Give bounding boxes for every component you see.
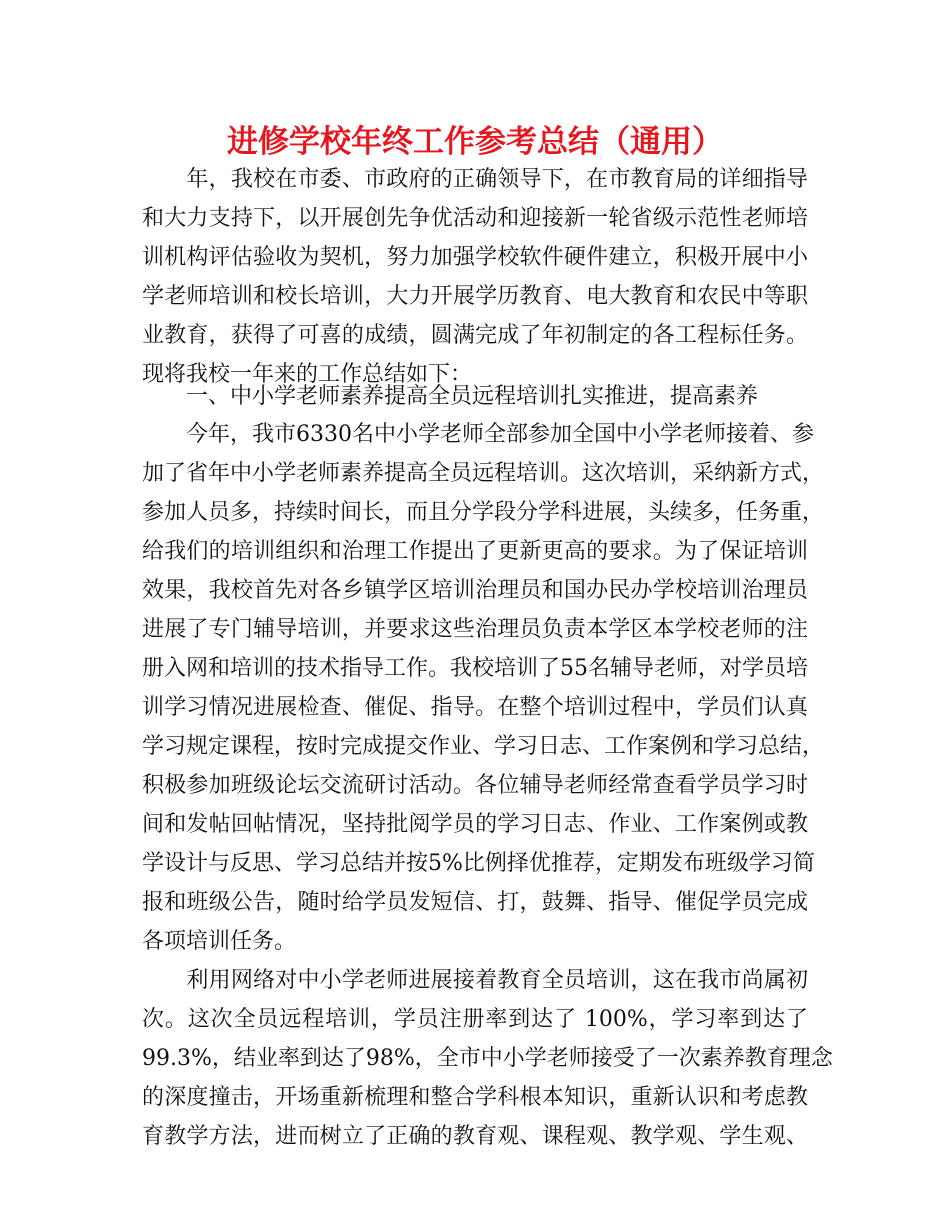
paragraph-line: 育教学方法，进而树立了正确的教育观、课程观、教学观、学生观、	[142, 1124, 808, 1149]
paragraph-line: 年，我校在市委、市政府的正确领导下，在市教育局的详细指导	[142, 167, 808, 192]
paragraph-line: 的深度撞击，开场重新梳理和整合学科根本知识，重新认识和考虑教	[142, 1085, 808, 1110]
paragraph-line: 学设计与反思、学习总结并按5%比例择优推荐，定期发布班级学习简	[142, 851, 815, 876]
paragraph-line: 册入网和培训的技术指导工作。我校培训了55名辅导老师，对学员培	[142, 656, 808, 681]
paragraph-line: 积极参加班级论坛交流研讨活动。各位辅导老师经常查看学员学习时	[142, 773, 808, 798]
paragraph-line: 业教育，获得了可喜的成绩，圆满完成了年初制定的各工程标任务。	[142, 323, 808, 348]
paragraph-line: 进展了专门辅导培训，并要求这些治理员负责本学区本学校老师的注	[142, 617, 808, 642]
paragraph-line: 今年，我市6330名中小学老师全部参加全国中小学老师接着、参	[142, 422, 814, 447]
paragraph-line: 学习规定课程，按时完成提交作业、学习日志、工作案例和学习总结，	[142, 734, 825, 759]
section-heading: 一、中小学老师素养提高全员远程培训扎实推进，提高素养	[142, 384, 759, 409]
paragraph-line: 各项培训任务。	[142, 929, 297, 954]
paragraph-line: 间和发帖回帖情况，坚持批阅学员的学习日志、作业、工作案例或教	[142, 812, 808, 837]
paragraph-line: 和大力支持下，以开展创先争优活动和迎接新一轮省级示范性老师培	[142, 206, 808, 231]
paragraph-line: 利用网络对中小学老师进展接着教育全员培训，这在我市尚属初	[142, 968, 808, 993]
paragraph-line: 报和班级公告，随时给学员发短信、打，鼓舞、指导、催促学员完成	[142, 890, 808, 915]
paragraph-line: 现将我校一年来的工作总结如下：	[142, 362, 473, 387]
paragraph-line: 99.3%，结业率到达了98%，全市中小学老师接受了一次素养教育理念	[142, 1046, 833, 1071]
paragraph-line: 参加人员多，持续时间长，而且分学段分学科进展，头续多，任务重，	[142, 500, 825, 525]
paragraph-line: 加了省年中小学老师素养提高全员远程培训。这次培训，采纳新方式，	[142, 461, 825, 486]
paragraph-line: 次。这次全员远程培训，学员注册率到达了 100%，学习率到达了	[142, 1007, 808, 1032]
paragraph-line: 效果，我校首先对各乡镇学区培训治理员和国办民办学校培训治理员	[142, 578, 808, 603]
paragraph-line: 给我们的培训组织和治理工作提出了更新更高的要求。为了保证培训	[142, 539, 808, 564]
document-title: 进修学校年终工作参考总结（通用）	[227, 124, 723, 160]
paragraph-line: 训学习情况进展检查、催促、指导。在整个培训过程中，学员们认真	[142, 695, 808, 720]
paragraph-line: 学老师培训和校长培训，大力开展学历教育、电大教育和农民中等职	[142, 284, 808, 309]
paragraph-line: 训机构评估验收为契机，努力加强学校软件硬件建立，积极开展中小	[142, 245, 808, 270]
